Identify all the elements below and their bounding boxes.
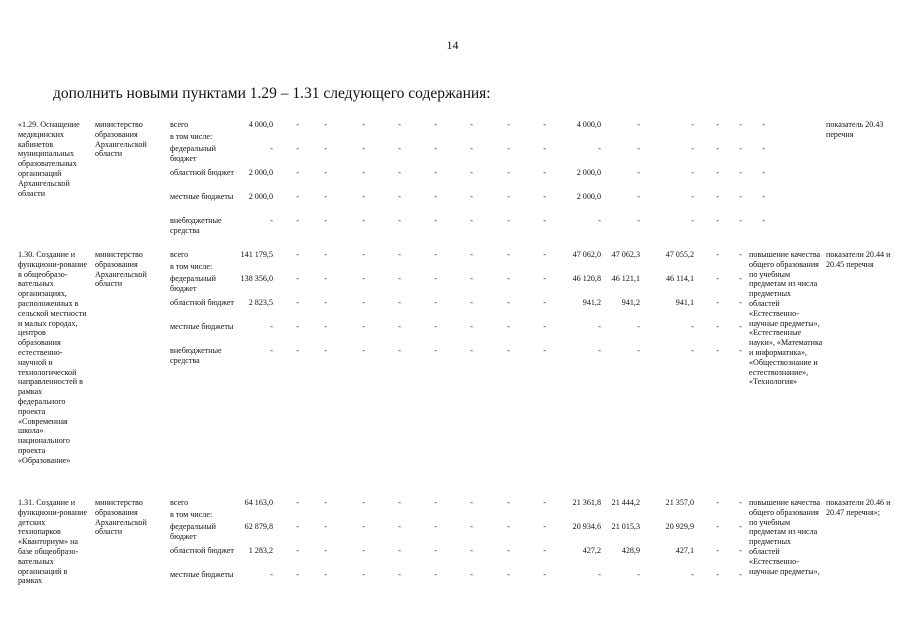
funding-value: - <box>637 168 640 177</box>
funding-value: - <box>739 144 742 153</box>
funding-value: 2 000,0 <box>248 168 273 177</box>
funding-value: - <box>398 498 401 507</box>
funding-value: - <box>470 498 473 507</box>
funding-value: - <box>434 570 437 579</box>
funding-value: - <box>507 120 510 129</box>
funding-value: - <box>324 216 327 225</box>
funding-value: - <box>598 144 601 153</box>
funding-value: - <box>362 192 365 201</box>
funding-value: 2 000,0 <box>248 192 273 201</box>
funding-value: - <box>296 498 299 507</box>
funding-value: - <box>739 298 742 307</box>
funding-value: - <box>762 120 765 129</box>
funding-value: - <box>716 322 719 331</box>
indicator: показатель 20.43 перечня <box>826 120 884 139</box>
funding-value: - <box>507 274 510 283</box>
funding-value: - <box>324 250 327 259</box>
funding-value: 427,2 <box>582 546 601 555</box>
funding-value: - <box>362 522 365 531</box>
funding-value: - <box>324 144 327 153</box>
funding-source-label: федеральный бюджет <box>170 274 216 293</box>
funding-value: - <box>507 498 510 507</box>
funding-value: - <box>507 570 510 579</box>
funding-value: - <box>434 250 437 259</box>
funding-value: - <box>324 120 327 129</box>
executor: министерство образования Архангельской области <box>95 120 147 159</box>
funding-value: - <box>362 120 365 129</box>
indicator: показатели 20.46 и 20.47 перечня»; <box>826 498 891 517</box>
funding-value: - <box>691 144 694 153</box>
funding-value: 46 120,8 <box>572 274 601 283</box>
funding-value: - <box>762 144 765 153</box>
funding-value: 4 000,0 <box>576 120 601 129</box>
funding-value: - <box>543 144 546 153</box>
funding-value: - <box>507 192 510 201</box>
funding-value: - <box>470 144 473 153</box>
funding-value: 21 357,0 <box>665 498 694 507</box>
funding-value: 21 361,8 <box>572 498 601 507</box>
funding-value: - <box>270 322 273 331</box>
funding-value: - <box>270 144 273 153</box>
funding-source-label: местные бюджеты <box>170 570 234 579</box>
funding-value: - <box>398 250 401 259</box>
page-number: 14 <box>446 38 459 52</box>
funding-value: - <box>470 120 473 129</box>
funding-value: - <box>507 322 510 331</box>
funding-value: 20 929,9 <box>665 522 694 531</box>
funding-value: - <box>362 570 365 579</box>
funding-value: - <box>296 168 299 177</box>
funding-value: - <box>507 168 510 177</box>
funding-value: - <box>716 346 719 355</box>
funding-value: - <box>739 192 742 201</box>
funding-value: - <box>739 570 742 579</box>
funding-value: 2 000,0 <box>576 168 601 177</box>
funding-value: - <box>270 570 273 579</box>
funding-value: - <box>543 298 546 307</box>
funding-source-label: областной бюджет <box>170 546 234 555</box>
funding-value: - <box>543 546 546 555</box>
funding-source-label: в том числе: <box>170 132 213 141</box>
funding-value: - <box>716 570 719 579</box>
funding-source-label: федеральный бюджет <box>170 144 216 163</box>
funding-source-label: в том числе: <box>170 262 213 271</box>
funding-value: - <box>362 216 365 225</box>
funding-value: 47 062,3 <box>611 250 640 259</box>
funding-value: 428,9 <box>621 546 640 555</box>
funding-value: - <box>691 570 694 579</box>
funding-value: - <box>398 168 401 177</box>
funding-value: - <box>362 546 365 555</box>
funding-value: - <box>716 120 719 129</box>
funding-value: 2 000,0 <box>576 192 601 201</box>
funding-value: - <box>739 168 742 177</box>
funding-value: - <box>324 168 327 177</box>
funding-value: 4 000,0 <box>248 120 273 129</box>
funding-value: - <box>739 322 742 331</box>
funding-value: - <box>296 322 299 331</box>
funding-value: - <box>470 168 473 177</box>
funding-value: - <box>762 216 765 225</box>
funding-value: 46 121,1 <box>611 274 640 283</box>
funding-value: - <box>434 274 437 283</box>
funding-value: - <box>270 216 273 225</box>
funding-value: - <box>507 250 510 259</box>
funding-value: - <box>470 570 473 579</box>
funding-value: - <box>716 298 719 307</box>
funding-source-label: в том числе: <box>170 510 213 519</box>
funding-value: - <box>362 168 365 177</box>
funding-value: - <box>543 498 546 507</box>
funding-value: 138 356,0 <box>240 274 273 283</box>
funding-value: - <box>296 120 299 129</box>
funding-value: - <box>507 144 510 153</box>
funding-value: - <box>296 570 299 579</box>
funding-value: - <box>324 570 327 579</box>
funding-value: - <box>543 570 546 579</box>
funding-value: - <box>296 346 299 355</box>
funding-value: - <box>739 250 742 259</box>
funding-value: - <box>362 274 365 283</box>
funding-value: - <box>739 546 742 555</box>
funding-value: - <box>637 192 640 201</box>
indicator: показатели 20.44 и 20.45 перечня <box>826 250 891 269</box>
funding-value: - <box>434 522 437 531</box>
funding-value: - <box>543 274 546 283</box>
funding-value: - <box>296 216 299 225</box>
funding-value: - <box>470 216 473 225</box>
funding-value: - <box>398 546 401 555</box>
funding-value: - <box>434 216 437 225</box>
funding-value: 1 283,2 <box>248 546 273 555</box>
funding-value: - <box>691 192 694 201</box>
funding-value: - <box>296 250 299 259</box>
funding-value: - <box>716 250 719 259</box>
funding-value: - <box>716 192 719 201</box>
funding-value: - <box>543 216 546 225</box>
funding-value: - <box>691 216 694 225</box>
funding-value: - <box>739 216 742 225</box>
funding-value: - <box>637 322 640 331</box>
funding-value: 941,2 <box>621 298 640 307</box>
executor: министерство образования Архангельской области <box>95 498 147 537</box>
funding-value: - <box>362 498 365 507</box>
funding-value: - <box>434 298 437 307</box>
funding-value: - <box>739 274 742 283</box>
funding-value: - <box>324 274 327 283</box>
funding-value: - <box>637 346 640 355</box>
funding-value: 20 934,6 <box>572 522 601 531</box>
funding-value: 47 062,0 <box>572 250 601 259</box>
funding-value: - <box>716 144 719 153</box>
funding-source-label: областной бюджет <box>170 168 234 177</box>
funding-source-label: местные бюджеты <box>170 192 234 201</box>
funding-value: - <box>398 192 401 201</box>
funding-value: - <box>507 298 510 307</box>
funding-value: - <box>691 346 694 355</box>
funding-value: - <box>739 522 742 531</box>
funding-value: - <box>637 120 640 129</box>
funding-value: - <box>362 144 365 153</box>
funding-source-label: внебюджетные средства <box>170 216 222 235</box>
funding-value: - <box>739 346 742 355</box>
funding-value: - <box>434 346 437 355</box>
funding-value: - <box>716 168 719 177</box>
funding-value: - <box>324 522 327 531</box>
funding-value: - <box>362 346 365 355</box>
funding-value: - <box>362 322 365 331</box>
funding-value: - <box>543 346 546 355</box>
funding-source-label: всего <box>170 120 189 129</box>
funding-value: - <box>691 322 694 331</box>
funding-value: - <box>362 298 365 307</box>
funding-source-label: областной бюджет <box>170 298 234 307</box>
funding-value: - <box>296 546 299 555</box>
funding-value: - <box>398 274 401 283</box>
funding-value: - <box>762 192 765 201</box>
funding-value: - <box>434 546 437 555</box>
funding-value: - <box>470 298 473 307</box>
funding-value: - <box>434 120 437 129</box>
funding-value: - <box>470 346 473 355</box>
funding-value: - <box>470 546 473 555</box>
funding-value: - <box>398 570 401 579</box>
funding-value: - <box>543 250 546 259</box>
funding-source-label: местные бюджеты <box>170 322 234 331</box>
funding-value: - <box>543 120 546 129</box>
funding-source-label: всего <box>170 498 189 507</box>
funding-value: 46 114,1 <box>665 274 694 283</box>
funding-value: - <box>296 274 299 283</box>
funding-value: - <box>637 570 640 579</box>
funding-value: 141 179,5 <box>240 250 273 259</box>
funding-value: - <box>270 346 273 355</box>
funding-value: - <box>543 192 546 201</box>
funding-value: - <box>398 120 401 129</box>
funding-value: - <box>296 522 299 531</box>
funding-value: - <box>543 322 546 331</box>
funding-value: - <box>598 216 601 225</box>
funding-value: - <box>324 322 327 331</box>
funding-value: - <box>598 346 601 355</box>
funding-value: - <box>470 192 473 201</box>
funding-value: 64 163,0 <box>244 498 273 507</box>
funding-value: - <box>739 498 742 507</box>
funding-value: - <box>434 192 437 201</box>
funding-value: - <box>507 216 510 225</box>
funding-source-label: внебюджетные средства <box>170 346 222 365</box>
funding-value: 941,2 <box>582 298 601 307</box>
funding-value: - <box>507 546 510 555</box>
funding-value: - <box>398 346 401 355</box>
funding-value: - <box>398 144 401 153</box>
measure-name: 1.30. Создание и функциони-рование в общеобразо-вательных организациях, расположенных в сельской местности и малых городах, центров образования естественно-научной и технологической направленностей в рамках федерального проекта «Современная школа» национального проекта «Образование» <box>18 250 88 465</box>
executor: министерство образования Архангельской области <box>95 250 147 289</box>
funding-value: - <box>296 298 299 307</box>
funding-value: - <box>398 322 401 331</box>
funding-value: - <box>470 522 473 531</box>
expected-result: повышение качества общего образования по учебным предметам из числа предметных областей «Естественно-научные предметы», <box>749 498 821 576</box>
funding-value: - <box>434 144 437 153</box>
funding-value: - <box>507 522 510 531</box>
funding-value: - <box>598 322 601 331</box>
funding-value: - <box>762 168 765 177</box>
funding-value: - <box>434 168 437 177</box>
measure-name: «1.29. Оснащение медицинских кабинетов муниципальных образовательных организаций Архангельской области <box>18 120 80 198</box>
intro-text: дополнить новыми пунктами 1.29 – 1.31 следующего содержания: <box>53 85 491 102</box>
funding-value: 2 823,5 <box>248 298 273 307</box>
measure-name: 1.31. Создание и функциони-рование детских технопарков «Кванториум» на базе общеобразо-вательных организаций в рамках <box>18 498 88 586</box>
funding-value: 941,1 <box>675 298 694 307</box>
expected-result: повышение качества общего образования по учебным предметам из числа предметных областей «Естественно-научные предметы», «Естественные науки», «Математика и информатика», «Обществознание и естествознание», «Технология» <box>749 250 823 387</box>
funding-value: - <box>691 120 694 129</box>
funding-value: - <box>637 144 640 153</box>
funding-value: - <box>543 522 546 531</box>
funding-value: 427,1 <box>675 546 694 555</box>
funding-value: - <box>398 216 401 225</box>
funding-value: - <box>716 216 719 225</box>
funding-source-label: федеральный бюджет <box>170 522 216 541</box>
funding-value: 47 055,2 <box>665 250 694 259</box>
funding-value: - <box>739 120 742 129</box>
funding-value: - <box>296 192 299 201</box>
funding-value: - <box>324 298 327 307</box>
funding-value: - <box>470 322 473 331</box>
funding-value: - <box>598 570 601 579</box>
funding-value: - <box>324 192 327 201</box>
funding-source-label: всего <box>170 250 189 259</box>
funding-value: - <box>324 498 327 507</box>
funding-value: - <box>324 546 327 555</box>
funding-value: - <box>398 522 401 531</box>
funding-value: - <box>716 522 719 531</box>
funding-value: - <box>434 322 437 331</box>
funding-value: 62 879,8 <box>244 522 273 531</box>
funding-value: - <box>470 274 473 283</box>
funding-value: - <box>324 346 327 355</box>
funding-value: - <box>691 168 694 177</box>
funding-value: 21 015,3 <box>611 522 640 531</box>
funding-value: - <box>362 250 365 259</box>
funding-value: - <box>434 498 437 507</box>
funding-value: - <box>470 250 473 259</box>
funding-value: - <box>716 274 719 283</box>
funding-value: - <box>296 144 299 153</box>
funding-value: - <box>543 168 546 177</box>
funding-value: - <box>637 216 640 225</box>
funding-value: - <box>716 498 719 507</box>
funding-value: - <box>507 346 510 355</box>
funding-value: - <box>398 298 401 307</box>
funding-value: - <box>716 546 719 555</box>
funding-value: 21 444,2 <box>611 498 640 507</box>
